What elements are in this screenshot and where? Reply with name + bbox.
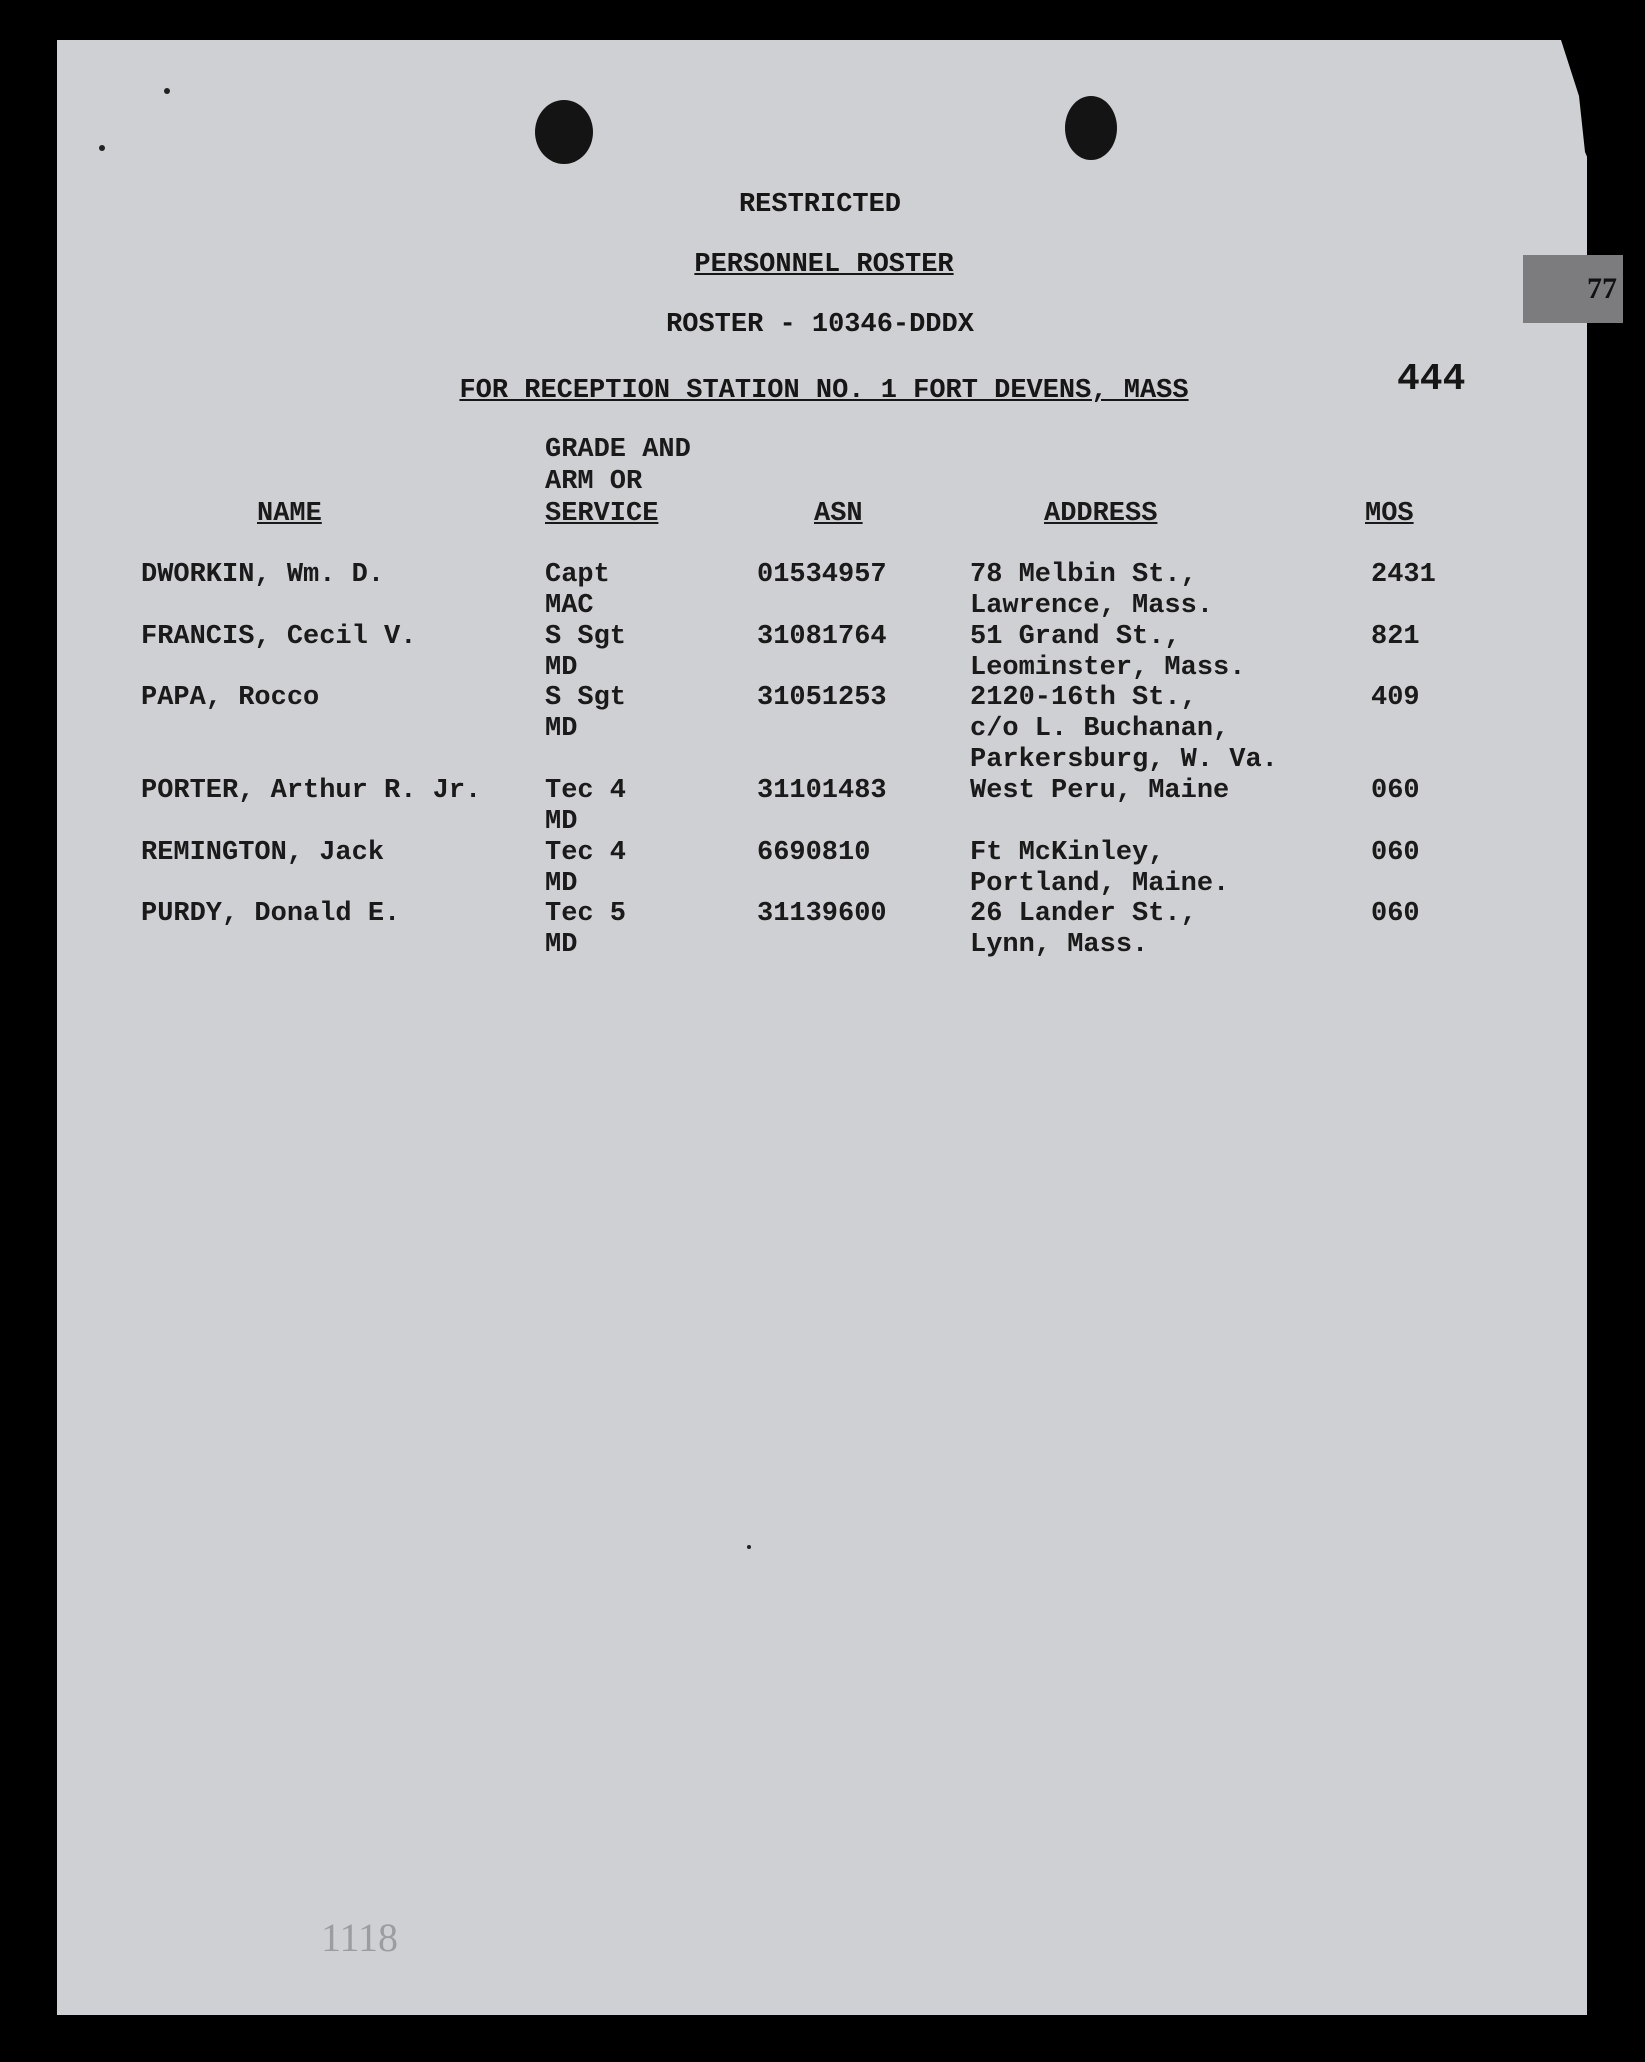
- row-asn: 6690810: [757, 838, 871, 868]
- footer-number: 1118: [321, 1915, 399, 1960]
- row-name: FRANCIS, Cecil V.: [141, 622, 417, 652]
- row-address: 51 Grand St., Leominster, Mass.: [970, 622, 1246, 683]
- row-name: DWORKIN, Wm. D.: [141, 560, 385, 590]
- row-grade: S Sgt MD: [545, 683, 627, 744]
- column-header-name-label: NAME: [257, 499, 322, 529]
- row-asn: 31139600: [757, 899, 887, 929]
- row-grade: Capt MAC: [545, 560, 610, 621]
- row-address: West Peru, Maine: [970, 776, 1230, 806]
- column-header-grade: [545, 434, 691, 530]
- row-mos: 821: [1371, 622, 1420, 652]
- row-grade: Tec 4 MD: [545, 838, 627, 899]
- row-address: 78 Melbin St., Lawrence, Mass.: [970, 560, 1214, 621]
- tab-marker: 77: [1523, 255, 1623, 323]
- row-address: 2120-16th St., c/o L. Buchanan, Parkersburg, W. Va.: [970, 683, 1278, 775]
- punch-hole-right: [1065, 96, 1117, 160]
- page-number: 444: [1397, 358, 1466, 401]
- station-heading: FOR RECEPTION STATION NO. 1 FORT DEVENS, MASS: [459, 376, 1189, 406]
- row-asn: 31051253: [757, 683, 887, 713]
- row-asn: 31081764: [757, 622, 887, 652]
- column-header-grade-line3: SERVICE: [545, 499, 659, 529]
- ink-speck: [747, 1545, 751, 1549]
- roster-code: ROSTER - 10346-DDDX: [666, 310, 974, 340]
- row-mos: 060: [1371, 899, 1420, 929]
- row-asn: 01534957: [757, 560, 887, 590]
- row-mos: 060: [1371, 838, 1420, 868]
- row-address: 26 Lander St., Lynn, Mass.: [970, 899, 1197, 960]
- row-asn: 31101483: [757, 776, 887, 806]
- column-header-mos-label: MOS: [1365, 499, 1414, 529]
- column-header-mos: [1365, 498, 1414, 530]
- row-grade: Tec 4 MD: [545, 776, 627, 837]
- row-mos: 2431: [1371, 560, 1436, 590]
- row-mos: 409: [1371, 683, 1420, 713]
- column-header-name: [257, 498, 322, 530]
- row-grade: S Sgt MD: [545, 622, 627, 683]
- column-header-address: [1044, 498, 1157, 530]
- document-title: PERSONNEL ROSTER: [694, 250, 954, 280]
- column-header-asn-label: ASN: [814, 499, 863, 529]
- row-name: PORTER, Arthur R. Jr.: [141, 776, 482, 806]
- row-name: PURDY, Donald E.: [141, 899, 401, 929]
- row-name: PAPA, Rocco: [141, 683, 320, 713]
- column-header-grade-line1: GRADE AND: [545, 435, 691, 465]
- classification-heading: RESTRICTED: [738, 190, 902, 220]
- ink-speck: [164, 88, 170, 94]
- column-header-grade-line2: ARM OR: [545, 467, 643, 497]
- column-header-address-label: ADDRESS: [1044, 499, 1158, 529]
- ink-speck: [99, 145, 105, 151]
- document-page: [57, 40, 1617, 2015]
- row-address: Ft McKinley, Portland, Maine.: [970, 838, 1230, 899]
- column-header-asn: [814, 498, 863, 530]
- row-name: REMINGTON, Jack: [141, 838, 385, 868]
- punch-hole-left: [535, 100, 593, 164]
- torn-corner: [1537, 40, 1597, 180]
- row-grade: Tec 5 MD: [545, 899, 627, 960]
- row-mos: 060: [1371, 776, 1420, 806]
